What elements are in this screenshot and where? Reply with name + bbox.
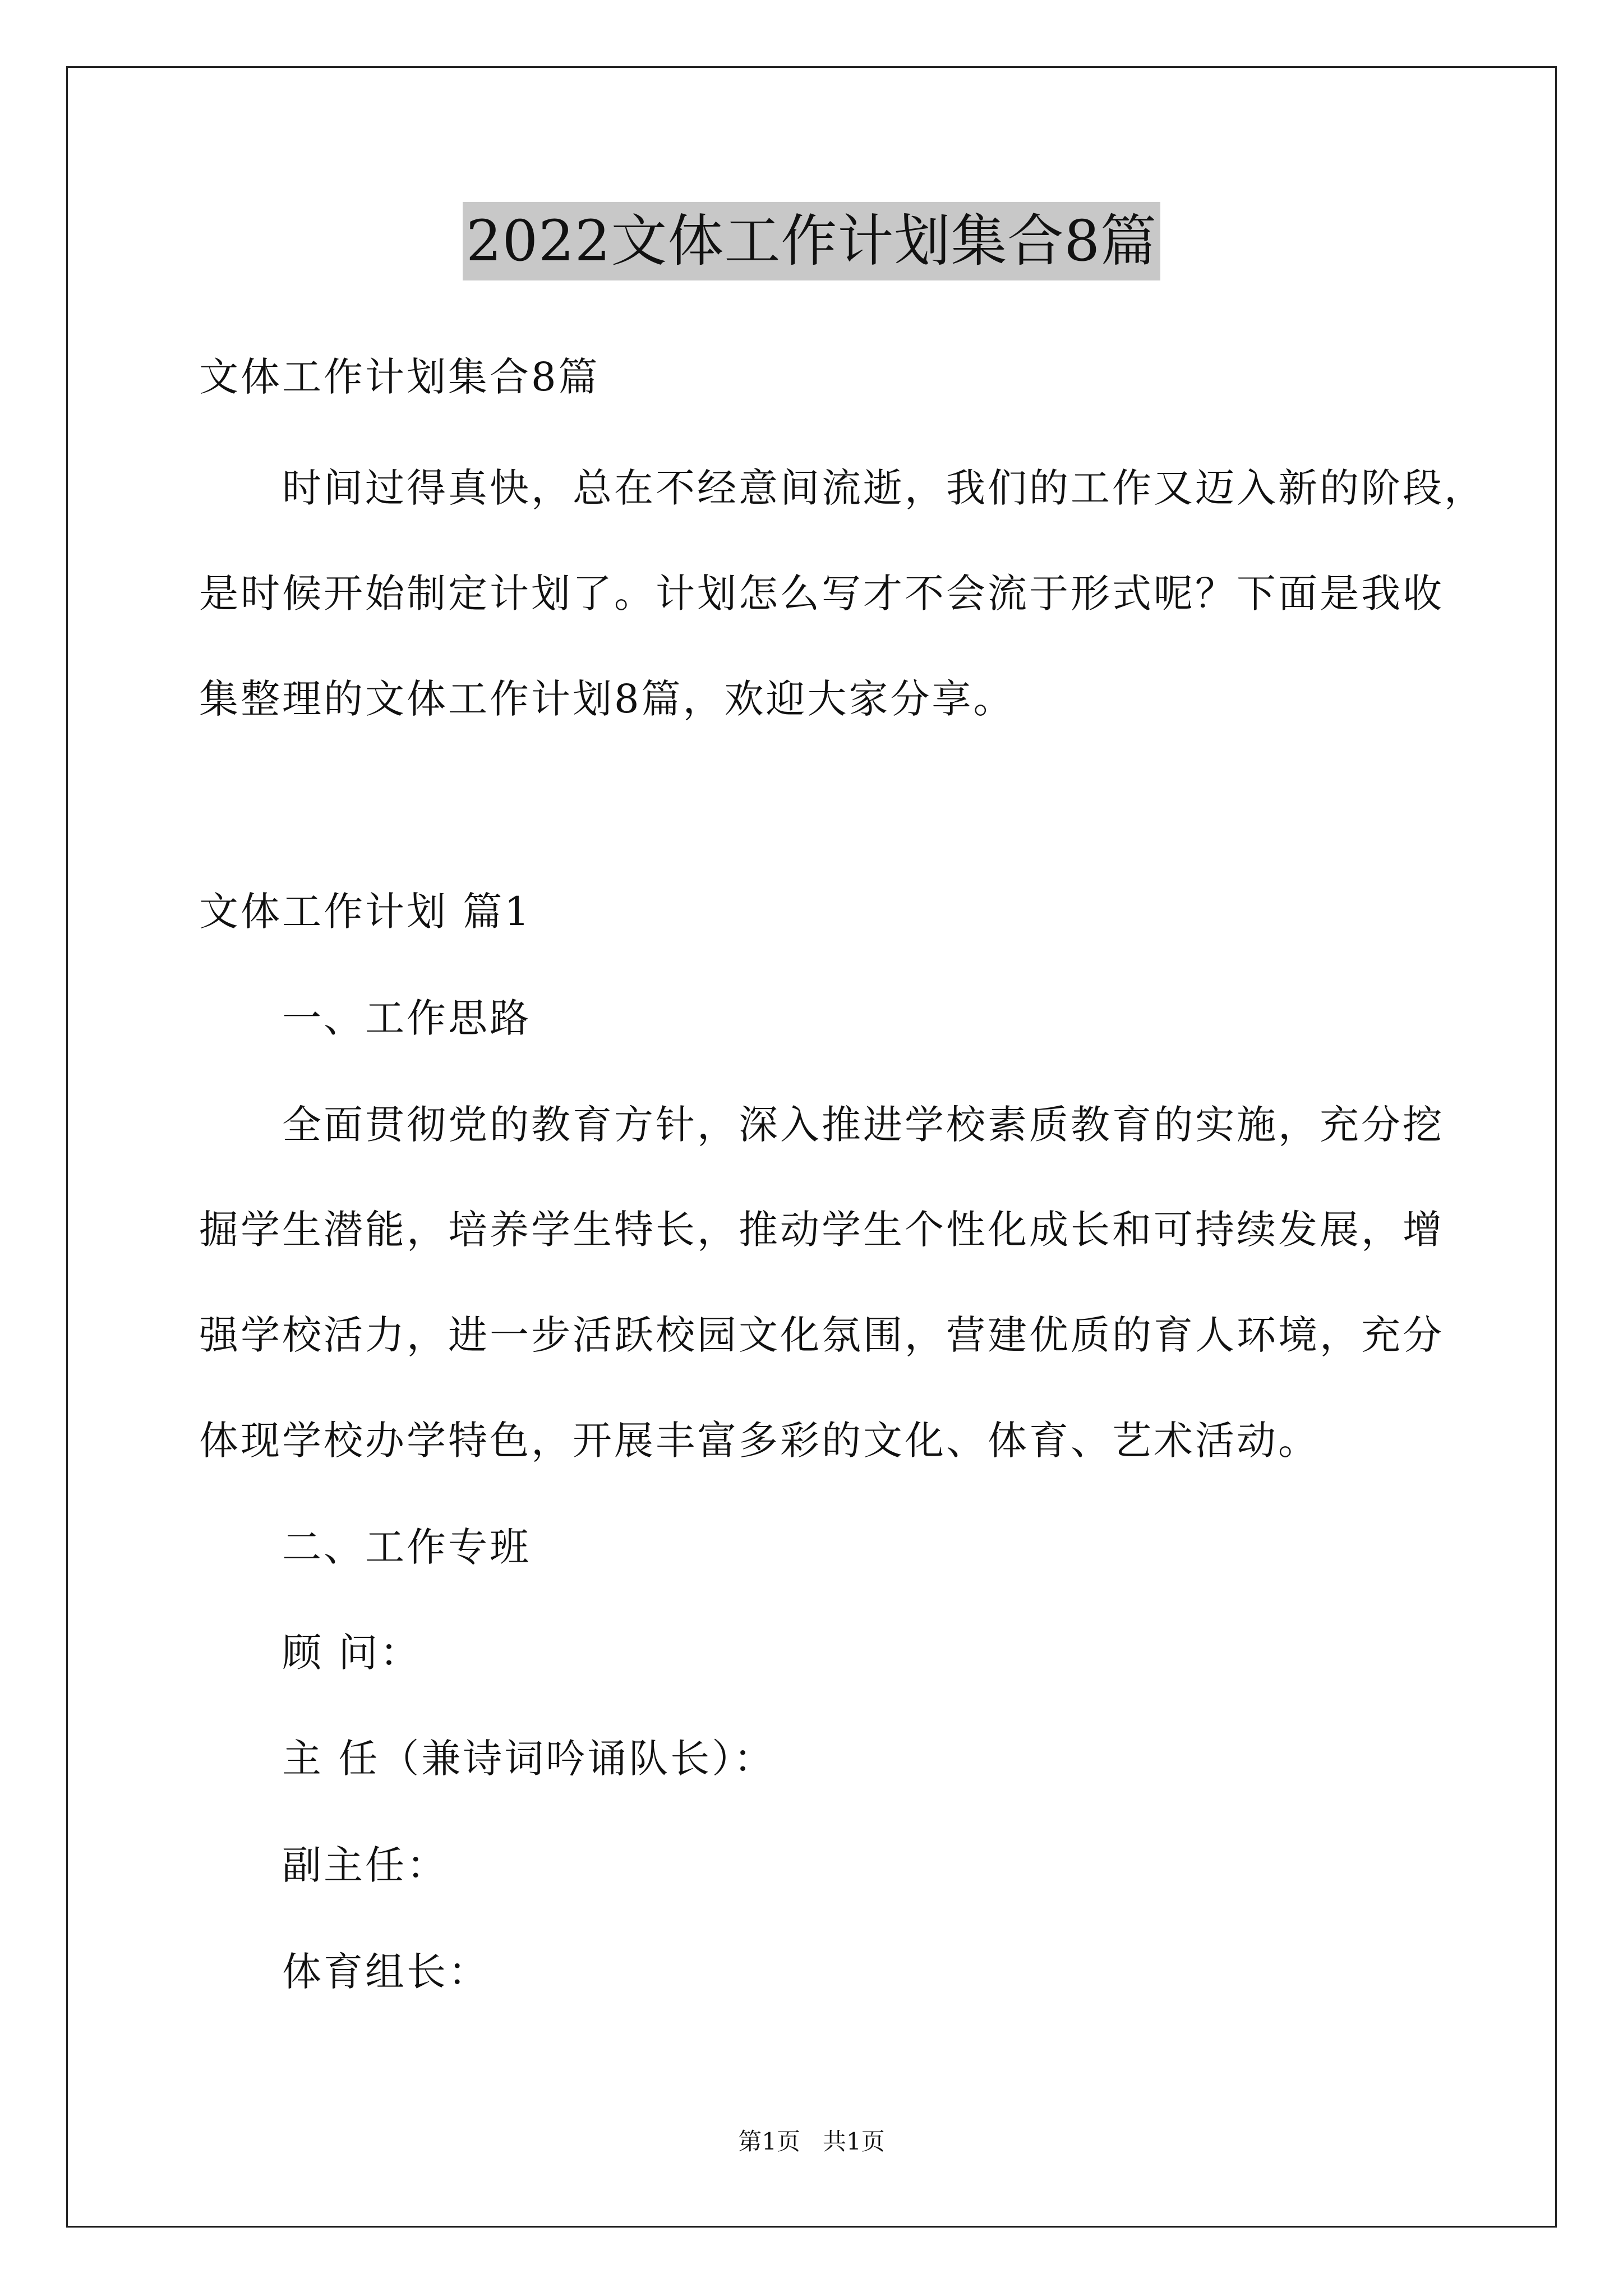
list-item: 副主任： (282, 1842, 448, 1888)
document-title: 2022文体工作计划集合8篇 (463, 202, 1160, 280)
paragraph-line: 强学校活力，进一步活跃校园文化氛围，营建优质的育人环境，充分 (199, 1312, 1444, 1358)
paragraph-line: 是时候开始制定计划了。计划怎么写才不会流于形式呢？下面是我收 (199, 570, 1444, 616)
paragraph-line: 掘学生潜能，培养学生特长，推动学生个性化成长和可持续发展，增 (199, 1207, 1444, 1253)
paragraph-line: 时间过得真快，总在不经意间流逝，我们的工作又迈入新的阶段， (282, 465, 1486, 511)
page-footer: 第1页 共1页 (738, 2128, 885, 2155)
paragraph-line: 体现学校办学特色，开展丰富多彩的文化、体育、艺术活动。 (199, 1418, 1320, 1464)
list-item: 顾 问： (282, 1630, 422, 1676)
subsection-heading: 二、工作专班 (282, 1524, 531, 1570)
title-container (0, 202, 1623, 280)
list-item: 体育组长： (282, 1949, 490, 1995)
paragraph-line: 集整理的文体工作计划8篇，欢迎大家分享。 (199, 676, 1015, 722)
paragraph-line: 全面贯彻党的教育方针，深入推进学校素质教育的实施，充分挖 (282, 1102, 1444, 1148)
subsection-heading: 一、工作思路 (282, 995, 531, 1041)
list-item: 主 任（兼诗词吟诵队长）： (282, 1736, 776, 1782)
doc-subtitle: 文体工作计划集合8篇 (199, 354, 600, 400)
section-heading: 文体工作计划 篇1 (199, 889, 532, 935)
